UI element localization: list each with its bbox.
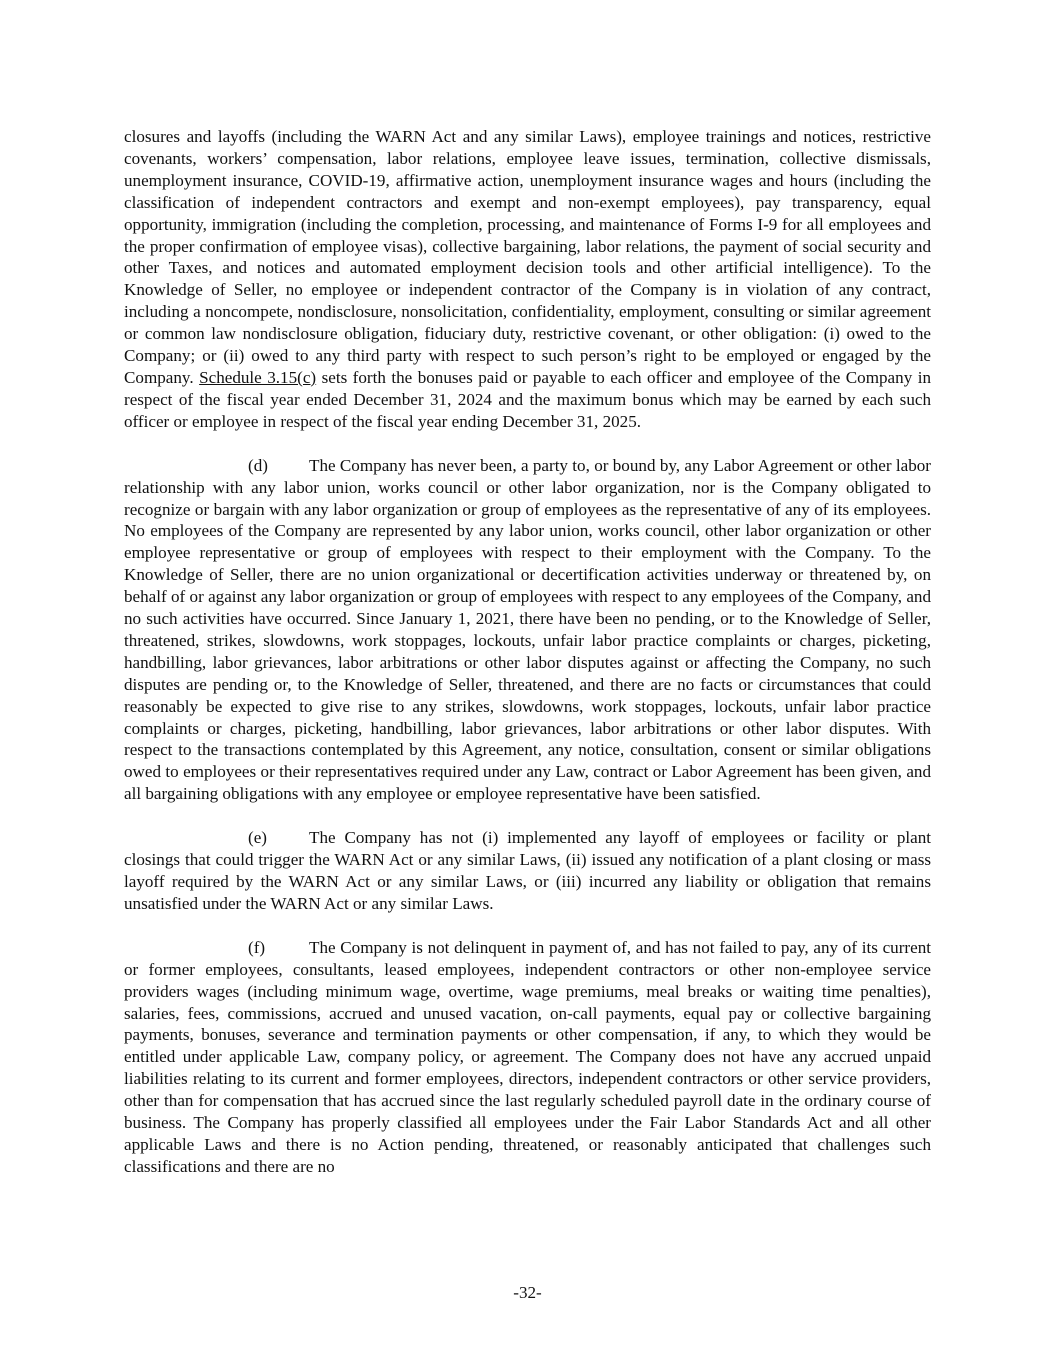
paragraph-d-text: The Company has never been, a party to, or bound by, any Labor Agreement or other labor relationship with any labor union, works council or other labor organization, nor is the Company obligated to recognize or bargain with any labor organization or group of employees as the representative of any of its employees. No employees of the Company are represented by any labor union, works council, other labor organization or other employee representative or group of employees with respect to their employment with the Company. To the Knowledge of Seller, there are no union organizational or decertification activities underway or threatened by, on behalf of or against any labor organization or group of employees with respect to any employees of the Company, and no such activities have occurred. Since January 1, 2021, there have been no pending, or to the Knowledge of Seller, threatened, strikes, slowdowns, work stoppages, lockouts, unfair labor practice complaints or charges, picketing, handbilling, labor grievances, labor arbitrations or other labor disputes against or affecting the Company, no such disputes are pending or, to the Knowledge of Seller, threatened, and there are no facts or circumstances that could reasonably be expected to give rise to any strikes, slowdowns, work stoppages, lockouts, unfair labor practice complaints or charges, picketing, handbilling, labor grievances, labor arbitrations or other labor disputes. With respect to the transactions contemplated by this Agreement, any notice, consultation, consent or similar obligations owed to employees or their representatives required under any Law, contract or Labor Agreement has been given, and all bargaining obligations with any employee or employee representative have been satisfied.: [124, 455, 931, 804]
schedule-reference-link: Schedule 3.15(c): [199, 367, 317, 387]
page-number: -32-: [513, 1283, 542, 1302]
paragraph-c-text-before: closures and layoffs (including the WARN Act and any similar Laws), employee trainings and notices, restrictive covenants, workers’ compensation, labor relations, employee leave issues, termination, collective dismissals, unemployment insurance, COVID-19, affirmative action, unemployment insurance wages and hours (including the classification of independent contractors and exempt and non-exempt employees), pay transparency, equal opportunity, immigration (including the completion, processing, and maintenance of Forms I-9 for all employees and the proper confirmation of employee visas), collective bargaining, labor relations, the payment of social security and other Taxes, and notices and automated employment decision tools and other artificial intelligence). To the Knowledge of Seller, no employee or independent contractor of the Company is in violation of any contract, including a noncompete, nondisclosure, nonsolicitation, confidentiality, employment, consulting or similar agreement or common law nondisclosure obligation, fiduciary duty, restrictive covenant, or other obligation: (i) owed to the Company; or (ii) owed to any third party with respect to such person’s right to be employed or engaged by the Company.: [124, 127, 931, 387]
paragraph-e-text: The Company has not (i) implemented any layoff of employees or facility or plant closings that could trigger the WARN Act or any similar Laws, (ii) issued any notification of a plant closing or mass layoff required by the WARN Act or any similar Laws, or (iii) incurred any liability or obligation that remains unsatisfied under the WARN Act or any similar Laws.: [124, 828, 931, 913]
paragraph-f-text: The Company is not delinquent in payment of, and has not failed to pay, any of its current or former employees, consultants, leased employees, independent contractors or other non-employee service providers wages (including minimum wage, overtime, wage premiums, meal breaks or waiting time penalties), salaries, fees, commissions, accrued and unused vacation, on-call payments, equal pay or collective bargaining payments, bonuses, severance and termination payments or other compensation, if any, to which they would be entitled under applicable Law, company policy, or agreement. The Company does not have any accrued unpaid liabilities relating to its current and former employees, directors, independent contractors or other service providers, other than for compensation that has accrued since the last regularly scheduled payroll date in the ordinary course of business. The Company has properly classified all employees under the Fair Labor Standards Act and all other applicable Laws and there is no Action pending, threatened, or reasonably anticipated that challenges such classifications and there are no: [124, 937, 931, 1176]
document-body: [124, 126, 931, 1200]
paragraph-c-continued: [124, 126, 931, 433]
paragraph-e: [124, 827, 931, 915]
paragraph-c-text-after: sets forth the bonuses paid or payable to each officer and employee of the Company in respect of the fiscal year ended December 31, 2024 and the maximum bonus which may be earned by each such officer or employee in respect of the fiscal year ending December 31, 2025.: [124, 367, 931, 431]
paragraph-f-label: (f): [248, 937, 266, 957]
paragraph-d: [124, 455, 931, 806]
paragraph-e-label: (e): [248, 828, 267, 848]
paragraph-f: [124, 937, 931, 1178]
paragraph-d-label: (d): [248, 455, 268, 475]
